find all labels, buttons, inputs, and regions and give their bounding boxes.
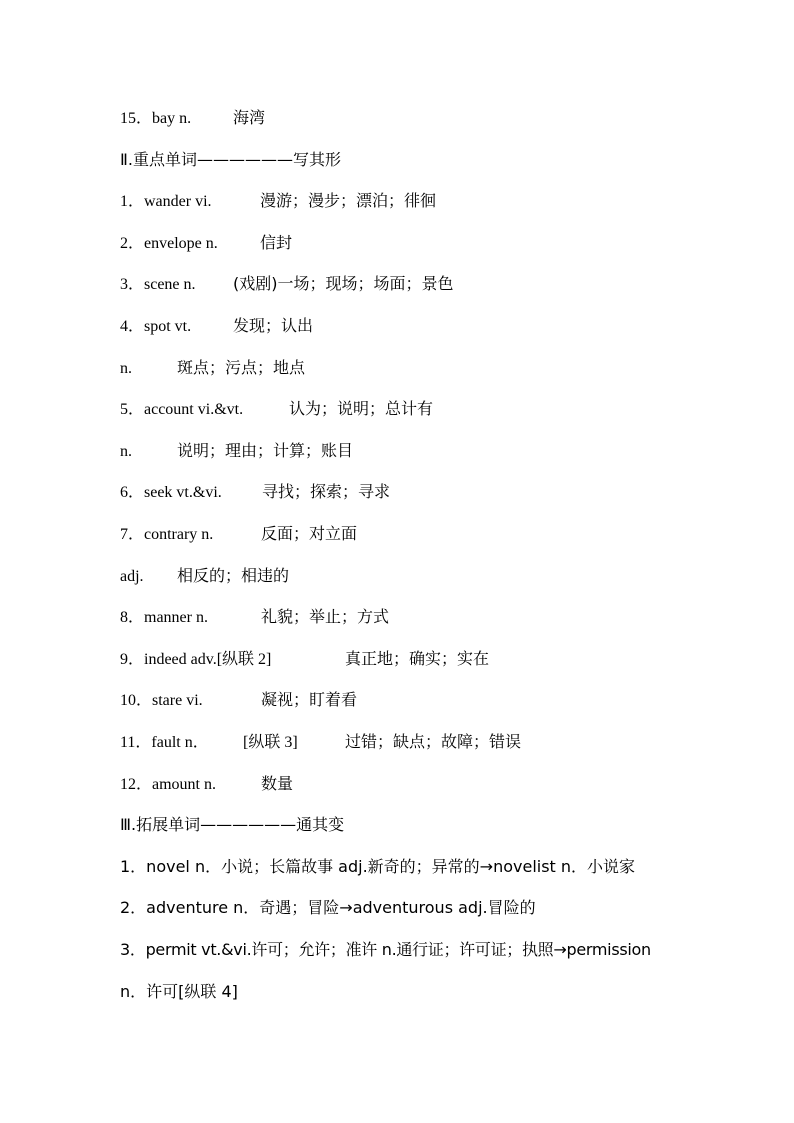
section-heading-text: Ⅲ.拓展单词——————通其变	[120, 815, 345, 834]
entry-word: n.	[120, 360, 132, 377]
vocab-entry	[120, 314, 313, 338]
entry-meaning: 漫游；漫步；漂泊；徘徊	[260, 191, 437, 210]
section-heading	[120, 148, 341, 172]
section-heading-text: Ⅱ.重点单词——————写其形	[120, 150, 341, 169]
entry-meaning: 过错；缺点；故障；错误	[345, 732, 522, 751]
entry-meaning: 说明；理由；计算；账目	[177, 441, 354, 460]
vocab-entry	[120, 730, 521, 754]
vocab-entry	[120, 564, 289, 588]
entry-meaning: 相反的；相违的	[177, 566, 290, 585]
entry-word: 1．wander vi.	[120, 193, 212, 210]
vocab-entry	[120, 106, 265, 130]
vocab-entry	[120, 189, 436, 213]
entry-meaning: 海湾	[233, 108, 266, 127]
entry-word: 10．stare vi.	[120, 692, 203, 709]
entry-meaning: 发现；认出	[233, 316, 314, 335]
vocab-entry	[120, 772, 293, 796]
entry-meaning: 信封	[260, 233, 293, 252]
vocab-entry	[120, 480, 390, 504]
entry-text: 2．adventure n．奇遇；冒险→adventurous adj.冒险的	[120, 898, 536, 917]
entry-word: 4．spot vt.	[120, 318, 192, 335]
entry-word: 11．fault n．	[120, 734, 209, 751]
vocab-entry	[120, 439, 353, 463]
vocab-entry	[120, 855, 635, 879]
entry-meaning: 数量	[261, 774, 294, 793]
vocab-entry	[120, 605, 389, 629]
vocab-entry	[120, 231, 292, 255]
entry-word: 2．envelope n.	[120, 235, 218, 252]
entry-word: 6．seek vt.&vi.	[120, 484, 222, 501]
entry-tag: [纵联 3]	[243, 734, 298, 751]
vocab-entry	[120, 938, 651, 962]
entry-meaning: 礼貌；举止；方式	[261, 607, 390, 626]
vocab-entry	[120, 356, 305, 380]
vocab-entry	[120, 688, 357, 712]
entry-word: 9．indeed adv.[纵联 2]	[120, 651, 272, 668]
entry-word: 8．manner n.	[120, 609, 208, 626]
entry-word: 5．account vi.&vt.	[120, 401, 244, 418]
entry-word: 12．amount n.	[120, 776, 216, 793]
vocab-entry	[120, 272, 454, 296]
entry-meaning: 斑点；污点；地点	[177, 358, 306, 377]
vocab-entry	[120, 896, 536, 920]
entry-meaning: 真正地；确实；实在	[345, 649, 490, 668]
entry-word: adj.	[120, 568, 144, 585]
entry-word: n.	[120, 443, 132, 460]
entry-word: 3．scene n.	[120, 276, 196, 293]
vocab-entry	[120, 522, 357, 546]
entry-text: n．许可[纵联 4]	[120, 982, 238, 1001]
entry-meaning: 凝视；盯着看	[261, 690, 358, 709]
vocab-entry	[120, 980, 238, 1004]
vocab-entry	[120, 647, 489, 671]
entry-meaning: 反面；对立面	[261, 524, 358, 543]
entry-text: 3．permit vt.&vi.许可；允许；准许 n.通行证；许可证；执照→permission	[120, 940, 651, 959]
entry-meaning: 认为；说明；总计有	[289, 399, 434, 418]
vocab-entry	[120, 397, 433, 421]
section-heading	[120, 813, 344, 837]
entry-meaning: (戏剧)一场；现场；场面；景色	[233, 274, 454, 293]
entry-word: 7．contrary n.	[120, 526, 214, 543]
entry-text: 1．novel n．小说；长篇故事 adj.新奇的；异常的→novelist n．小说家	[120, 857, 636, 876]
entry-word: 15．bay n.	[120, 110, 192, 127]
entry-meaning: 寻找；探索；寻求	[262, 482, 391, 501]
